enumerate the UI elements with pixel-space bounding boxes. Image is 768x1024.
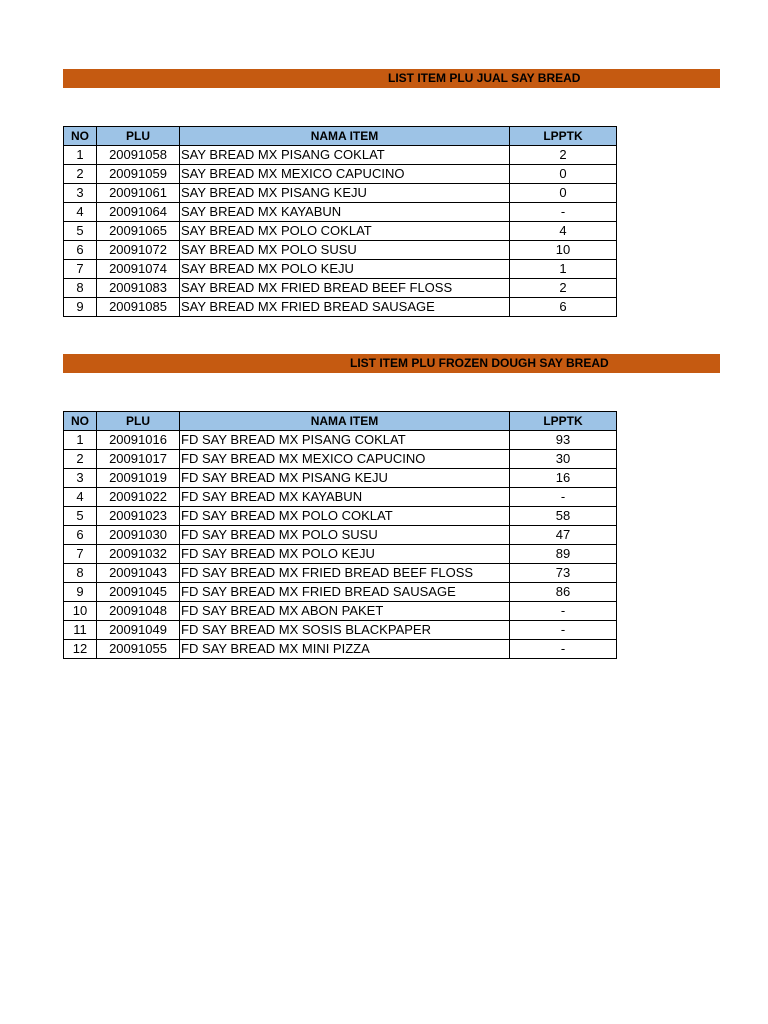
cell-plu: 20091058: [97, 146, 180, 165]
cell-no: 3: [64, 469, 97, 488]
table-row: [64, 621, 617, 640]
cell-no: 8: [64, 279, 97, 298]
cell-nama-item: FD SAY BREAD MX MINI PIZZA: [180, 640, 510, 659]
column-header-plu: PLU: [97, 127, 180, 146]
cell-plu: 20091045: [97, 583, 180, 602]
cell-lpptk: 0: [510, 165, 617, 184]
cell-nama-item: FD SAY BREAD MX KAYABUN: [180, 488, 510, 507]
cell-no: 5: [64, 222, 97, 241]
cell-lpptk: 73: [510, 564, 617, 583]
cell-nama-item: SAY BREAD MX POLO COKLAT: [180, 222, 510, 241]
table-body-jual: [64, 146, 617, 317]
column-header-nama-item: NAMA ITEM: [180, 127, 510, 146]
cell-no: 4: [64, 203, 97, 222]
table-row: [64, 222, 617, 241]
cell-no: 5: [64, 507, 97, 526]
cell-lpptk: -: [510, 602, 617, 621]
banner-title-clip: [63, 354, 616, 373]
cell-lpptk: 6: [510, 298, 617, 317]
cell-lpptk: 0: [510, 184, 617, 203]
cell-plu: 20091059: [97, 165, 180, 184]
cell-plu: 20091032: [97, 545, 180, 564]
cell-nama-item: FD SAY BREAD MX ABON PAKET: [180, 602, 510, 621]
table-row: [64, 469, 617, 488]
cell-plu: 20091083: [97, 279, 180, 298]
cell-plu: 20091065: [97, 222, 180, 241]
table-row: [64, 184, 617, 203]
cell-no: 6: [64, 526, 97, 545]
cell-plu: 20091016: [97, 431, 180, 450]
cell-nama-item: SAY BREAD MX MEXICO CAPUCINO: [180, 165, 510, 184]
column-header-no: NO: [64, 127, 97, 146]
cell-no: 12: [64, 640, 97, 659]
cell-lpptk: 4: [510, 222, 617, 241]
table-row: [64, 146, 617, 165]
cell-plu: 20091061: [97, 184, 180, 203]
table-row: [64, 431, 617, 450]
cell-no: 7: [64, 260, 97, 279]
cell-no: 11: [64, 621, 97, 640]
cell-no: 4: [64, 488, 97, 507]
table-row: [64, 640, 617, 659]
cell-plu: 20091055: [97, 640, 180, 659]
table-row: [64, 488, 617, 507]
table-row: [64, 583, 617, 602]
table-row: [64, 279, 617, 298]
cell-lpptk: -: [510, 488, 617, 507]
cell-no: 2: [64, 450, 97, 469]
table-row: [64, 298, 617, 317]
section-title-jual: LIST ITEM PLU JUAL SAY BREAD: [388, 71, 581, 85]
cell-plu: 20091072: [97, 241, 180, 260]
cell-plu: 20091017: [97, 450, 180, 469]
table-row: [64, 450, 617, 469]
section-title-frozen-dough: LIST ITEM PLU FROZEN DOUGH SAY BREAD: [350, 356, 609, 370]
table-row: [64, 203, 617, 222]
cell-lpptk: 30: [510, 450, 617, 469]
cell-no: 1: [64, 431, 97, 450]
cell-no: 9: [64, 298, 97, 317]
cell-lpptk: 2: [510, 146, 617, 165]
table-header-row: [64, 127, 617, 146]
cell-nama-item: SAY BREAD MX POLO SUSU: [180, 241, 510, 260]
table-row: [64, 260, 617, 279]
table-row: [64, 564, 617, 583]
cell-plu: 20091030: [97, 526, 180, 545]
cell-no: 1: [64, 146, 97, 165]
cell-nama-item: SAY BREAD MX FRIED BREAD SAUSAGE: [180, 298, 510, 317]
cell-lpptk: -: [510, 621, 617, 640]
column-header-lpptk: LPPTK: [510, 127, 617, 146]
cell-nama-item: SAY BREAD MX PISANG COKLAT: [180, 146, 510, 165]
column-header-lpptk: LPPTK: [510, 412, 617, 431]
table-row: [64, 165, 617, 184]
cell-plu: 20091064: [97, 203, 180, 222]
cell-nama-item: FD SAY BREAD MX POLO KEJU: [180, 545, 510, 564]
cell-no: 3: [64, 184, 97, 203]
cell-nama-item: SAY BREAD MX FRIED BREAD BEEF FLOSS: [180, 279, 510, 298]
column-header-no: NO: [64, 412, 97, 431]
cell-nama-item: FD SAY BREAD MX PISANG COKLAT: [180, 431, 510, 450]
cell-nama-item: SAY BREAD MX POLO KEJU: [180, 260, 510, 279]
cell-lpptk: 1: [510, 260, 617, 279]
cell-lpptk: -: [510, 203, 617, 222]
cell-lpptk: 86: [510, 583, 617, 602]
table-body-frozen-dough: [64, 431, 617, 659]
cell-no: 8: [64, 564, 97, 583]
plu-table-frozen-dough: [63, 411, 617, 659]
plu-table-jual: [63, 126, 617, 317]
cell-nama-item: FD SAY BREAD MX FRIED BREAD BEEF FLOSS: [180, 564, 510, 583]
table-row: [64, 241, 617, 260]
table-header-row: [64, 412, 617, 431]
cell-plu: 20091048: [97, 602, 180, 621]
cell-nama-item: FD SAY BREAD MX FRIED BREAD SAUSAGE: [180, 583, 510, 602]
cell-lpptk: 10: [510, 241, 617, 260]
cell-lpptk: 93: [510, 431, 617, 450]
cell-plu: 20091023: [97, 507, 180, 526]
cell-plu: 20091049: [97, 621, 180, 640]
cell-nama-item: SAY BREAD MX KAYABUN: [180, 203, 510, 222]
cell-nama-item: FD SAY BREAD MX POLO COKLAT: [180, 507, 510, 526]
section-banner-jual: [63, 69, 720, 88]
cell-lpptk: 16: [510, 469, 617, 488]
cell-lpptk: 58: [510, 507, 617, 526]
cell-no: 10: [64, 602, 97, 621]
column-header-nama-item: NAMA ITEM: [180, 412, 510, 431]
cell-plu: 20091019: [97, 469, 180, 488]
cell-nama-item: SAY BREAD MX PISANG KEJU: [180, 184, 510, 203]
cell-no: 6: [64, 241, 97, 260]
cell-nama-item: FD SAY BREAD MX POLO SUSU: [180, 526, 510, 545]
cell-lpptk: -: [510, 640, 617, 659]
cell-plu: 20091043: [97, 564, 180, 583]
cell-nama-item: FD SAY BREAD MX PISANG KEJU: [180, 469, 510, 488]
cell-lpptk: 89: [510, 545, 617, 564]
cell-plu: 20091074: [97, 260, 180, 279]
cell-plu: 20091022: [97, 488, 180, 507]
table-row: [64, 545, 617, 564]
cell-no: 2: [64, 165, 97, 184]
cell-nama-item: FD SAY BREAD MX MEXICO CAPUCINO: [180, 450, 510, 469]
table-row: [64, 507, 617, 526]
column-header-plu: PLU: [97, 412, 180, 431]
cell-plu: 20091085: [97, 298, 180, 317]
section-banner-frozen-dough: [63, 354, 720, 373]
table-row: [64, 526, 617, 545]
cell-lpptk: 2: [510, 279, 617, 298]
table-row: [64, 602, 617, 621]
cell-nama-item: FD SAY BREAD MX SOSIS BLACKPAPER: [180, 621, 510, 640]
cell-no: 9: [64, 583, 97, 602]
cell-no: 7: [64, 545, 97, 564]
cell-lpptk: 47: [510, 526, 617, 545]
